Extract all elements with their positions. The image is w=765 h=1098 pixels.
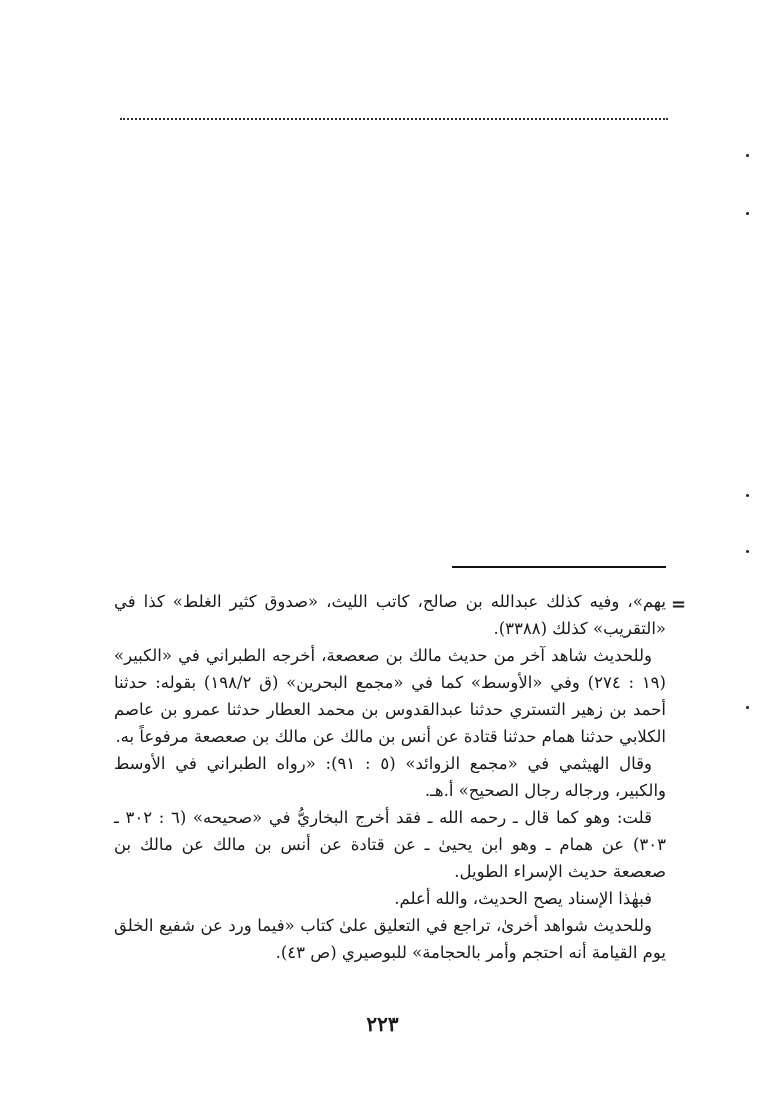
page-number: ٢٢٣ xyxy=(366,1012,399,1036)
footnote-paragraph: وقال الهيثمي في «مجمع الزوائد» (٥ : ٩١): «رواه الطبراني في الأوسط والكبير، ورجاله رجال الصحيح» أ.هـ. xyxy=(114,754,666,800)
footnote-paragraph: فبهٰذا الإسناد يصح الحديث، والله أعلم. xyxy=(394,889,652,908)
scan-speck xyxy=(746,212,749,215)
footnote-text xyxy=(114,588,666,966)
continuation-mark: = xyxy=(671,594,687,615)
scan-speck xyxy=(746,494,749,497)
footnote-paragraph: يهم»، وفيه كذلك عبدالله بن صالح، كاتب الليث، «صدوق كثير الغلط» كذا في «التقريب» كذلك (٣٣٨٨). xyxy=(114,592,666,638)
footnote-paragraph: قلت: وهو كما قال ـ رحمه الله ـ فقد أخرج البخاريُّ في «صحيحه» (٦ : ٣٠٢ ـ ٣٠٣) عن همام ـ وهو ابن يحيىٰ ـ عن قتادة عن أنس بن مالك عن مالك بن صعصعة حديث الإسراء الطويل. xyxy=(114,808,666,881)
footnote-paragraph: وللحديث شاهد آخر من حديث مالك بن صعصعة، أخرجه الطبراني في «الكبير» (١٩ : ٢٧٤) وفي «الأوسط» كما في «مجمع البحرين» (ق ١٩٨/٢) بقوله: حدثنا أحمد بن زهير التستري حدثنا عبدالقدوس بن محمد العطار حدثنا عمرو بن عاصم الكلابي حدثنا همام حدثنا قتادة عن أنس بن مالك عن مالك بن صعصعة مرفوعاً به. xyxy=(114,646,666,746)
footnote-separator-rule xyxy=(452,566,666,568)
scan-speck xyxy=(746,550,749,553)
scan-speck xyxy=(746,154,749,157)
scan-speck xyxy=(746,706,749,709)
footnote-paragraph: وللحديث شواهد أخرىٰ، تراجع في التعليق علىٰ كتاب «فيما ورد عن شفيع الخلق يوم القيامة أنه احتجم وأمر بالحجامة» للبوصيري (ص ٤٣). xyxy=(114,916,666,962)
top-dotted-rule xyxy=(120,118,668,120)
